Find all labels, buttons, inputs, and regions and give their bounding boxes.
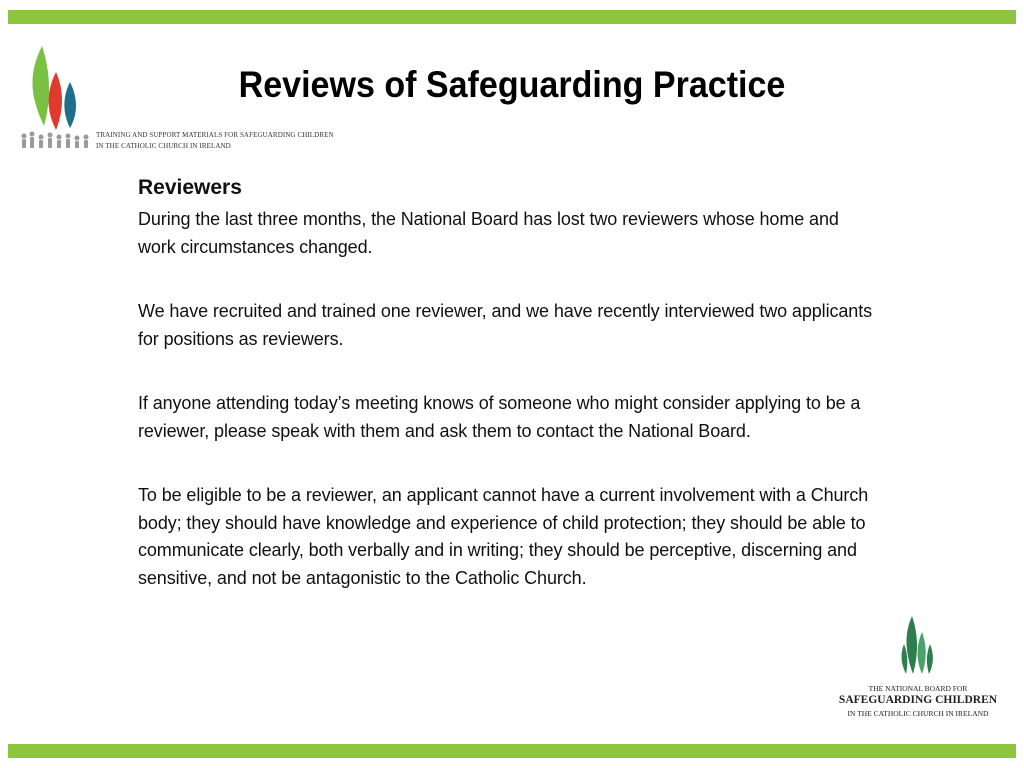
bottom-accent-bar xyxy=(8,744,1016,758)
flame-logo-icon xyxy=(898,614,938,680)
logo-line1: THE NATIONAL BOARD FOR xyxy=(868,684,968,693)
top-accent-bar xyxy=(8,10,1016,24)
training-materials-logo-text xyxy=(96,130,334,152)
national-board-logo xyxy=(830,614,1006,724)
paragraph-4: To be eligible to be a reviewer, an applicant cannot have a current involvement with a Church body; they should have knowledge and experience of child protection; they should be able to communicate clearly, both verbally and in writing; they should be perceptive, discerning and sensitive, and not be antagonistic to the Catholic Church. xyxy=(138,485,869,588)
page-title: Reviews of Safeguarding Practice xyxy=(238,64,786,105)
logo-text-line1: TRAINING AND SUPPORT MATERIALS FOR SAFEGUARDING CHILDREN xyxy=(96,131,334,139)
paragraph-1: During the last three months, the National Board has lost two reviewers whose home and work circumstances changed. xyxy=(138,209,839,257)
section-heading: Reviewers xyxy=(138,176,242,199)
logo-line3: IN THE CATHOLIC CHURCH IN IRELAND xyxy=(847,709,989,718)
paragraph-3: If anyone attending today’s meeting knows of someone who might consider applying to be a reviewer, please speak with them and ask them to contact the National Board. xyxy=(138,393,861,441)
logo-text-line2: IN THE CATHOLIC CHURCH IN IRELAND xyxy=(96,142,231,150)
slide-body xyxy=(138,176,878,629)
logo-line2: SAFEGUARDING CHILDREN xyxy=(838,694,998,706)
paragraph-2: We have recruited and trained one reviewer, and we have recently interviewed two applicants for positions as reviewers. xyxy=(138,301,872,349)
